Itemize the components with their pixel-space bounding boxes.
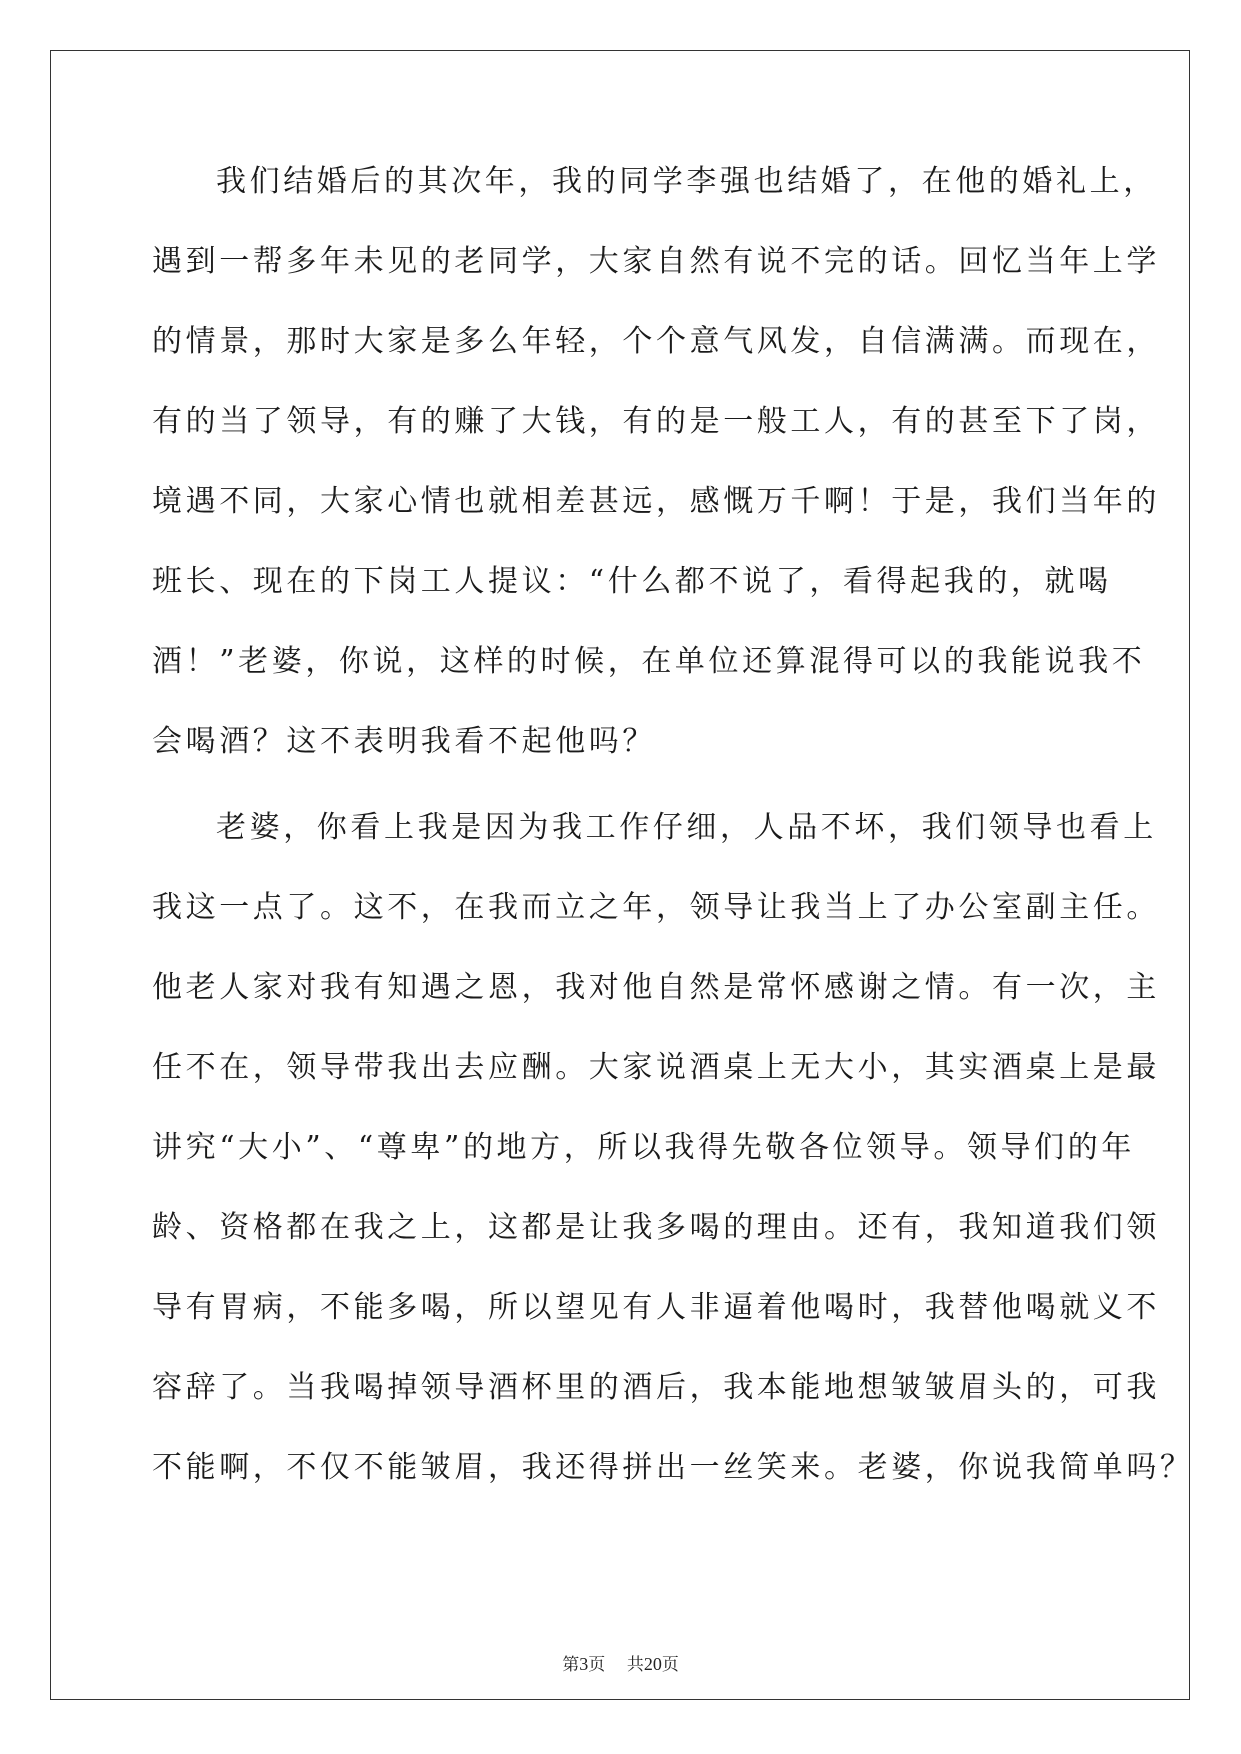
paragraph-line: 不能啊，不仅不能皱眉，我还得拼出一丝笑来。老婆，你说我简单吗？ [152, 1450, 1194, 1485]
paragraph-line: 会喝酒？这不表明我看不起他吗？ [152, 724, 656, 759]
paragraph-line: 班长、现在的下岗工人提议：“什么都不说了，看得起我的，就喝 [152, 564, 1112, 599]
paragraph-line: 导有胃病，不能多喝，所以望见有人非逼着他喝时，我替他喝就义不 [152, 1290, 1160, 1325]
paragraph-line: 容辞了。当我喝掉领导酒杯里的酒后，我本能地想皱皱眉头的，可我 [152, 1370, 1160, 1405]
page-footer [0, 1650, 1241, 1675]
paragraph-line: 遇到一帮多年未见的老同学，大家自然有说不完的话。回忆当年上学 [152, 244, 1160, 279]
footer-page-suffix: 页 [588, 1655, 606, 1675]
footer-prefix: 第 [562, 1655, 580, 1675]
paragraph-line: 讲究“大小”、“尊卑”的地方，所以我得先敬各位领导。领导们的年 [152, 1130, 1135, 1165]
paragraph-2 [152, 810, 1194, 1531]
paragraph-line: 任不在，领导带我出去应酬。大家说酒桌上无大小，其实酒桌上是最 [152, 1050, 1160, 1085]
footer-total-prefix: 共 [626, 1655, 644, 1675]
current-page-number: 3 [579, 1654, 589, 1674]
paragraph-line: 龄、资格都在我之上，这都是让我多喝的理由。还有，我知道我们领 [152, 1210, 1160, 1245]
paragraph-line: 境遇不同，大家心情也就相差甚远，感慨万千啊！于是，我们当年的 [152, 484, 1160, 519]
total-page-count: 20 [643, 1654, 662, 1674]
paragraph-line: 我们结婚后的其次年，我的同学李强也结婚了，在他的婚礼上， [216, 164, 1157, 199]
paragraph-line: 我这一点了。这不，在我而立之年，领导让我当上了办公室副主任。 [152, 890, 1160, 925]
paragraph-line: 老婆，你看上我是因为我工作仔细，人品不坏，我们领导也看上 [216, 810, 1157, 845]
paragraph-line: 他老人家对我有知遇之恩，我对他自然是常怀感谢之情。有一次，主 [152, 970, 1160, 1005]
paragraph-1 [152, 164, 1160, 805]
paragraph-line: 的情景，那时大家是多么年轻，个个意气风发，自信满满。而现在， [152, 324, 1160, 359]
footer-total-suffix: 页 [661, 1655, 679, 1675]
document-body [152, 164, 1194, 1531]
paragraph-line: 有的当了领导，有的赚了大钱，有的是一般工人，有的甚至下了岗， [152, 404, 1160, 439]
paragraph-line: 酒！”老婆，你说，这样的时候，在单位还算混得可以的我能说我不 [152, 644, 1146, 679]
